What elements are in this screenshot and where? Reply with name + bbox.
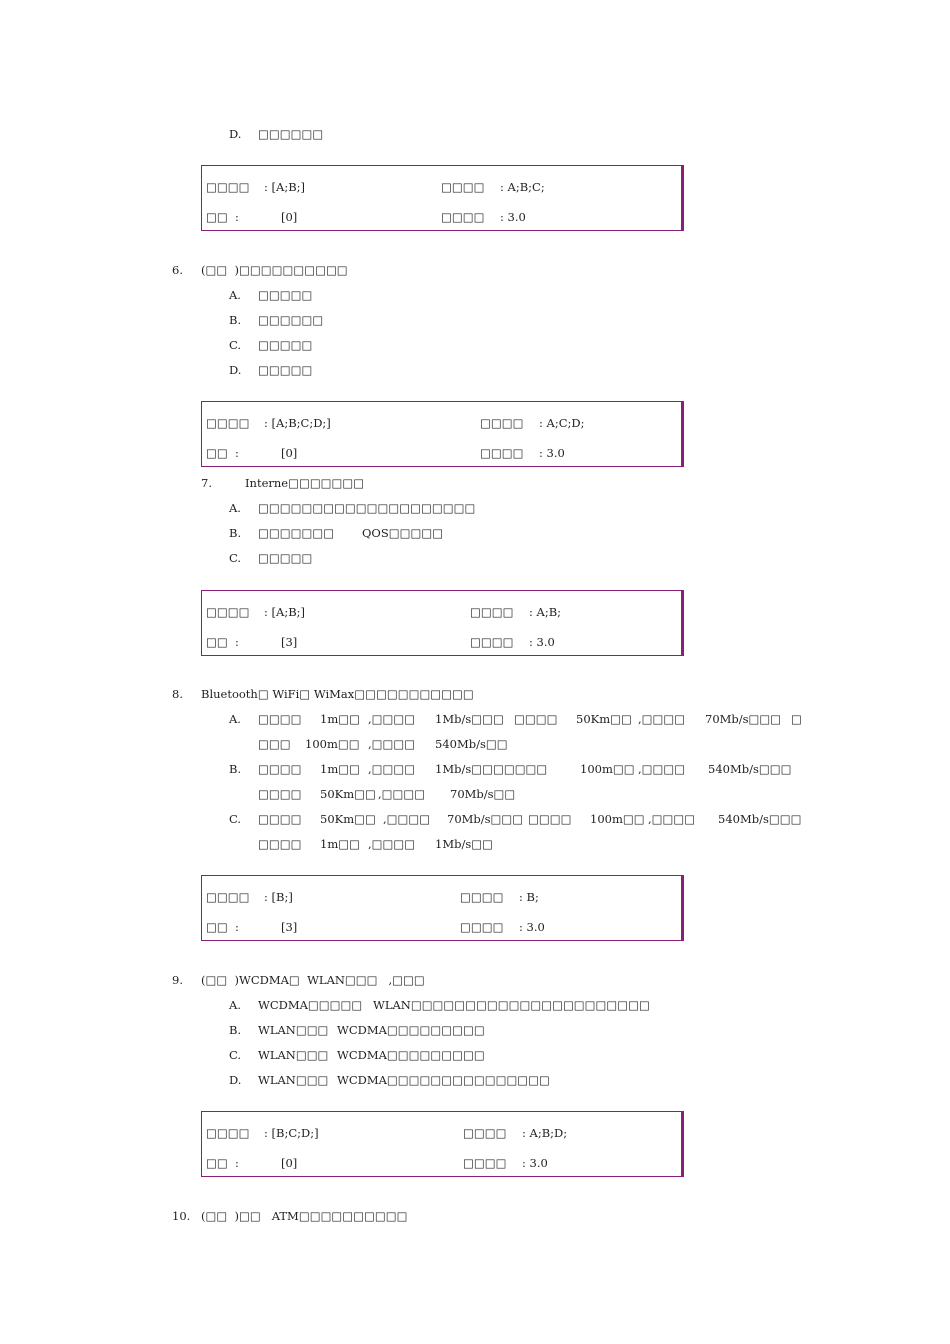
points-label: □□□□ [441, 210, 485, 224]
points-value: : 3.0 [529, 635, 555, 649]
option-text: WLAN□□□□□□□□□□□□□□□□□□□□□□ [373, 998, 650, 1012]
correct-answer-value: : A;B;C; [500, 180, 545, 194]
question-number: 9. [172, 973, 183, 987]
your-answer-label: □□□□ [206, 416, 250, 430]
correct-answer-value: : A;C;D; [539, 416, 585, 430]
option-text: 70Mb/s□□□ [705, 712, 782, 726]
option-text: □□□□□□□□□□□□□□□□□□□□ [258, 501, 476, 515]
option-label: A. [229, 288, 241, 302]
option-label: C. [229, 1048, 242, 1062]
points-value: : 3.0 [519, 920, 545, 934]
points-value: : 3.0 [539, 446, 565, 460]
option-text: □□□□□ [258, 363, 313, 377]
option-text: □ [791, 712, 802, 726]
correct-answer-label: □□□□ [460, 890, 504, 904]
correct-answer-label: □□□□ [463, 1126, 507, 1140]
option-text: □□□□□ [258, 288, 313, 302]
option-label: A. [229, 501, 241, 515]
option-label: A. [229, 712, 241, 726]
option-text: ,□□□□ [368, 762, 416, 776]
score-label: □□ [206, 920, 228, 934]
score-label: □□ [206, 210, 228, 224]
your-answer-label: □□□□ [206, 890, 250, 904]
option-text: 100m□□ [590, 812, 645, 826]
question-number: 8. [172, 687, 183, 701]
option-text: ,□□□□ [368, 712, 416, 726]
option-text: ,□□□□ [638, 762, 686, 776]
option-text: ,□□□□ [378, 787, 426, 801]
option-text: ,□□□□ [638, 712, 686, 726]
your-answer-label: □□□□ [206, 1126, 250, 1140]
points-label: □□□□ [470, 635, 514, 649]
option-label: A. [229, 998, 241, 1012]
points-label: □□□□ [463, 1156, 507, 1170]
score-colon: : [235, 210, 239, 224]
option-label: D. [229, 1073, 242, 1087]
option-text: □□□□□□ [258, 127, 324, 141]
your-answer-value: : [B;C;D;] [264, 1126, 319, 1140]
correct-answer-value: : B; [519, 890, 539, 904]
question-stem: Interne□□□□□□□ [245, 476, 365, 490]
question-stem: (□□ )□□□□□□□□□□ [201, 263, 348, 277]
correct-answer-value: : A;B; [529, 605, 562, 619]
points-label: □□□□ [460, 920, 504, 934]
question-stem: (□□ )WCDMA□ WLAN□□□ ,□□□ [201, 973, 425, 987]
score-colon: : [235, 920, 239, 934]
option-text: □□□□ [258, 837, 302, 851]
your-answer-label: □□□□ [206, 605, 250, 619]
option-text: 1m□□ [320, 712, 360, 726]
score-value: [3] [281, 920, 298, 934]
option-text: QOS□□□□□ [362, 526, 444, 540]
score-label: □□ [206, 635, 228, 649]
score-value: [3] [281, 635, 298, 649]
score-label: □□ [206, 446, 228, 460]
option-text: □□□ [258, 737, 291, 751]
answer-box [201, 401, 682, 467]
option-label: C. [229, 812, 242, 826]
option-label: B. [229, 1023, 242, 1037]
option-text: WLAN□□□ [258, 1048, 329, 1062]
points-label: □□□□ [480, 446, 524, 460]
option-text: 1Mb/s□□□□□□□ [435, 762, 548, 776]
answer-box [201, 1111, 682, 1177]
option-text: 50Km□□ [576, 712, 632, 726]
answer-box [201, 165, 682, 231]
option-label: B. [229, 313, 242, 327]
option-text: 540Mb/s□□□ [718, 812, 802, 826]
question-stem: (□□ )□□ ATM□□□□□□□□□□ [201, 1209, 408, 1223]
option-label: C. [229, 338, 242, 352]
your-answer-label: □□□□ [206, 180, 250, 194]
your-answer-value: : [B;] [264, 890, 293, 904]
score-value: [0] [281, 446, 298, 460]
option-text: WLAN□□□ [258, 1073, 329, 1087]
option-label: B. [229, 526, 242, 540]
option-text: 1Mb/s□□□ [435, 712, 504, 726]
your-answer-value: : [A;B;] [264, 605, 306, 619]
option-text: □□□□ [514, 712, 558, 726]
option-text: 70Mb/s□□ [450, 787, 516, 801]
option-text: 100m□□ [305, 737, 360, 751]
score-value: [0] [281, 1156, 298, 1170]
correct-answer-value: : A;B;D; [522, 1126, 568, 1140]
option-text: WCDMA□□□□□□□□□ [337, 1023, 485, 1037]
points-value: : 3.0 [500, 210, 526, 224]
option-text: ,□□□□ [383, 812, 431, 826]
question-number: 7. [201, 476, 212, 490]
option-label: D. [229, 127, 242, 141]
option-text: □□□□□ [258, 338, 313, 352]
points-value: : 3.0 [522, 1156, 548, 1170]
option-text: □□□□ [258, 787, 302, 801]
option-text: ,□□□□ [368, 837, 416, 851]
question-number: 6. [172, 263, 183, 277]
score-value: [0] [281, 210, 298, 224]
option-text: 50Km□□ [320, 812, 376, 826]
your-answer-value: : [A;B;C;D;] [264, 416, 331, 430]
option-text: □□□□□□ [258, 313, 324, 327]
option-text: WCDMA□□□□□ [258, 998, 363, 1012]
option-text: ,□□□□ [648, 812, 696, 826]
question-stem: Bluetooth□ WiFi□ WiMax□□□□□□□□□□□ [201, 687, 474, 701]
correct-answer-label: □□□□ [441, 180, 485, 194]
option-text: 540Mb/s□□□ [708, 762, 792, 776]
option-label: B. [229, 762, 242, 776]
score-label: □□ [206, 1156, 228, 1170]
option-text: □□□□□ [258, 551, 313, 565]
answer-box [201, 590, 682, 656]
score-colon: : [235, 635, 239, 649]
option-text: □□□□ [258, 712, 302, 726]
option-text: 1m□□ [320, 762, 360, 776]
option-text: 1m□□ [320, 837, 360, 851]
option-text: □□□□ [528, 812, 572, 826]
answer-box [201, 875, 682, 941]
option-text: □□□□ [258, 762, 302, 776]
option-text: 70Mb/s□□□ [447, 812, 524, 826]
option-text: 50Km□□ [320, 787, 376, 801]
option-text: 540Mb/s□□ [435, 737, 508, 751]
score-colon: : [235, 446, 239, 460]
option-text: WCDMA□□□□□□□□□ [337, 1048, 485, 1062]
correct-answer-label: □□□□ [470, 605, 514, 619]
option-text: WCDMA□□□□□□□□□□□□□□□ [337, 1073, 550, 1087]
question-number: 10. [172, 1209, 191, 1223]
option-label: D. [229, 363, 242, 377]
option-text: □□□□□□□ [258, 526, 335, 540]
option-text: ,□□□□ [368, 737, 416, 751]
option-text: □□□□ [258, 812, 302, 826]
correct-answer-label: □□□□ [480, 416, 524, 430]
option-text: WLAN□□□ [258, 1023, 329, 1037]
option-label: C. [229, 551, 242, 565]
option-text: 100m□□ [580, 762, 635, 776]
your-answer-value: : [A;B;] [264, 180, 306, 194]
option-text: 1Mb/s□□ [435, 837, 493, 851]
score-colon: : [235, 1156, 239, 1170]
